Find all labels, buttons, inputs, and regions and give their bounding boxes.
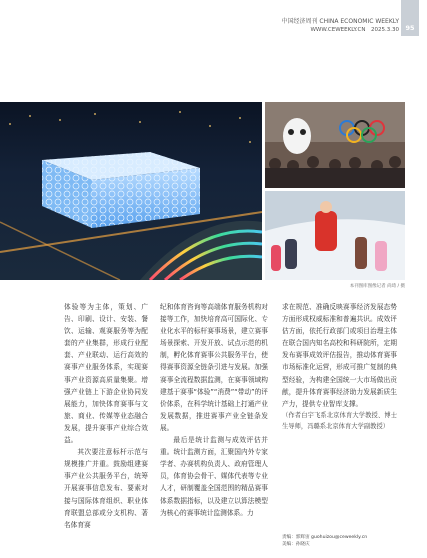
ski-resort-illustration (265, 191, 405, 280)
designer-credit: 美编：孙晓庆 (282, 542, 310, 547)
photo-exhibition (265, 102, 405, 188)
exhibition-illustration (265, 102, 405, 188)
editor-credit: 责编：郭辉宙 guohuizou@ceweekly.cn (282, 535, 368, 540)
page-header (282, 18, 400, 34)
masthead: 中国经济周刊 CHINA ECONOMIC WEEKLY (281, 18, 399, 25)
photo-caption: 本刊图库图像记者 尚琦 / 摄 (349, 284, 405, 289)
text-column-2 (160, 301, 268, 519)
water-cube-illustration (0, 102, 262, 280)
paragraph: 纪和体育咨询等高端体育服务机构对接等工作，加快培育高可国际化、专业化水平的标杆赛事场景，建立赛事场景探索、开发开放、试点示范的机制，孵化体育赛事公共服务平台，使得赛事资源全链条引进与发展。加强赛事全流程数据监测，在赛事领域构建基于赛事“体验”“消费”“带动”的评价体系，在科学统计基础上打通产业发展数据，推进赛事产业全链条发展。 (160, 303, 268, 432)
paragraph: 最后是统计监测与成效评估并重。统计监测方面，汇聚国内外专家学者、办赛机构负责人、政府管理人员，体育协会骨干、媒体代表等专业人才，研制覆盖全国范围的精品赛事体系数据指标，以及建立以算法模型为核心的赛事统计监测体系。力 (160, 436, 268, 517)
paragraph: 其次要注意标杆示范与规模推广并重。鼓励组建赛事产业公共服务平台，统筹开展赛事信息发布、要素对接与国际体育组织、职业体育联盟总部或分支机构、著名体育赛 (64, 448, 148, 529)
photo-water-cube (0, 102, 262, 280)
paragraph: 求在规范、准确反映赛事经济发展态势方面形成权威标准和普遍共识。成效评估方面，依托行政部门或项目治理主体在联合国内知名高校和科研院所，定期发布赛事成效评估报告，推动体育赛事市场标准化运营，形成可推广复制的典型经验，为构建全国统一大市场做出贡献，提升体育赛事经济助力发展新质生产力，提供专业智库支撑。 (282, 303, 397, 408)
text-column-1 (64, 301, 148, 531)
author-bio: （作者白宇飞系北京体育大学教授、博士生导师，冯璐系北京体育大学副教授） (282, 411, 397, 431)
page-number: 95 (401, 0, 419, 36)
credits (282, 534, 367, 548)
site-date: WWW.CEWEEKLY.CN 2025.3.30 (310, 27, 399, 33)
text-column-3 (282, 301, 397, 433)
photo-ski-resort (265, 191, 405, 280)
paragraph: 体验等为主体，策划、广告、印刷、设计、安装、餐饮、运输、观赛服务等为配套的产业集群，形成行业配套、产业联动、运行高效的赛事产业服务体系，实现赛事产业资源高质量集聚。增强产业链上下游企业协同发展能力，加快体育赛事与文旅、商业、传媒等业态融合发展，提升赛事产业综合效益。 (64, 303, 148, 445)
